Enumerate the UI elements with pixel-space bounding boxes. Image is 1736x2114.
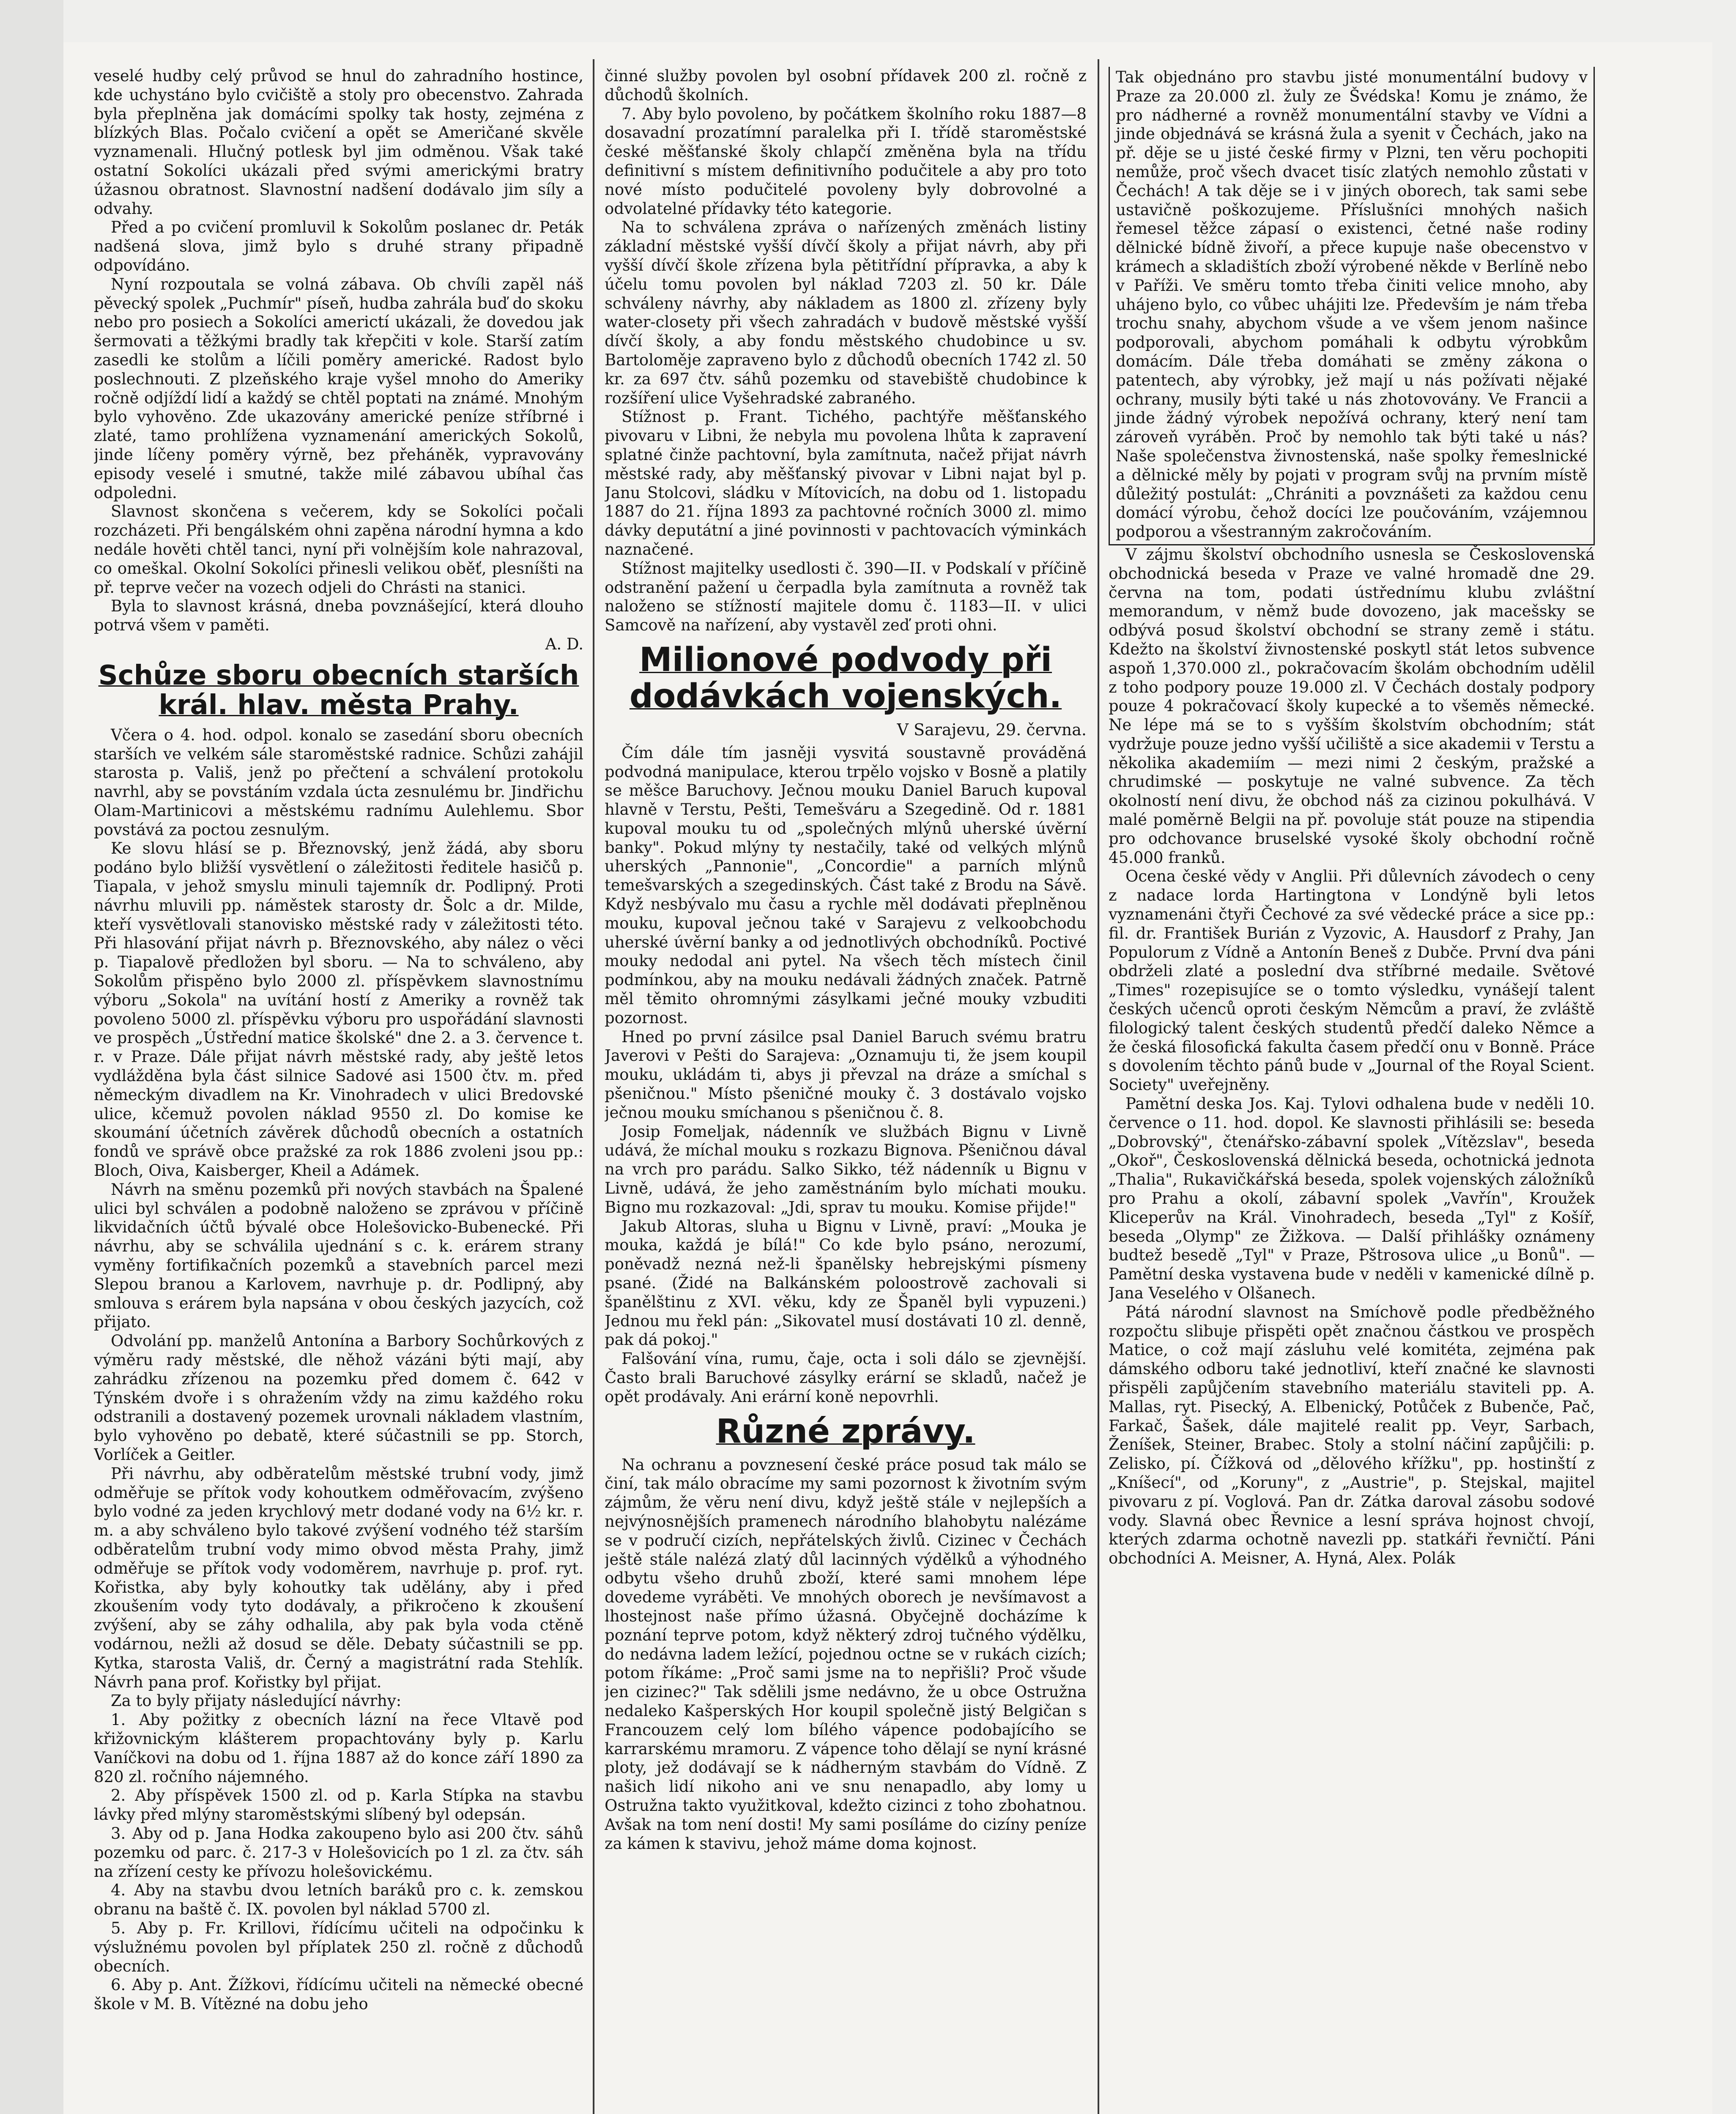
article-paragraph: Jakub Altoras, sluha u Bignu v Livně, praví: „Mouka je mouka, každá je bílá!" Co kde bylo psáno, nerozumí, poněvadž nezná než-li španělsky hebrejskými písmeny psané. (Židé na Balkánském poloostrově zachovali si španělštinu z XVI. věku, kdy ze Španěl byli vypuzeni.) Jednou mu řekl pán: „Sikovatel musí dostávati 10 zl. denně, pak dá pokoj." — [605, 1217, 1087, 1349]
list-item: 5. Aby p. Fr. Krillovi, řídícímu učiteli na odpočinku k výslužnému povolen byl příplatek 250 zl. ročně z důchodů obecních. — [94, 1919, 583, 1975]
news-item: Pamětní deska Jos. Kaj. Tylovi odhalena bude v neděli 10. července o 11. hod. dopol. Ke slavnosti přihlásili se: beseda „Dobrovský", čtenářsko-zábavní spolek „Vítězslav", beseda „Okoř", Československá dělnická beseda, ochotnická jednota „Thalia", Rukavičkářská beseda, spolek vojenských záložníků pro Prahu a okolí, zábavní spolek „Vavřín", Kroužek Kliceperův na Král. Vinohradech, beseda „Tyl" z Košíř, beseda „Olymp" ze Žižkova. — Další přihlášky oznámeny budtež besedě „Tyl" v Praze, Pštrosova ulice „u Bonů". — Pamětní deska vystavena bude v neděli v kamenické dílně p. Jana Veselého v Olšanech. — [1109, 1095, 1595, 1302]
article-paragraph: Nyní rozpoutala se volná zábava. Ob chvíli zapěl náš pěvecký spolek „Puchmír" píseň, hudba zahrála buď do skoku nebo pro posiech a Sokolíci americtí ukázali, že dovedou jak šermovati a těžkými bradly tak křepčiti v kole. Starší zatím zasedli ke stolům a líčili poměry americké. Radost bylo poslechnouti. Z plzeňského kraje vyšel mnoho do Ameriky ročně odjíždí lidí a každý se chtěl poptati na známé. Mnohým bylo vyhověno. Zde ukazovány americké peníze stříbrné i zlaté, tamo prohlížena vyznamenání amerických Sokolů, jinde líčeny poměry výrně, bez přeháněk, vypravovány episody veselé i smutné, takže milé zábavou ubíhal čas odpoledni. — [94, 275, 583, 502]
author-signature: A. D. — [545, 635, 583, 653]
list-item: 6. Aby p. Ant. Žížkovi, řídícímu učiteli na německé obecné škole v M. B. Vítězné na dobu jeho — [94, 1976, 583, 2013]
newspaper-page — [63, 42, 1712, 2114]
column-rule — [1098, 59, 1099, 2114]
column-2 — [605, 67, 1087, 2114]
column-3 — [1109, 67, 1595, 2114]
headline-military-fraud: Milionové podvody při dodávkách vojenských. — [629, 641, 1062, 715]
headline-misc-news: Různé zprávy. — [716, 1412, 975, 1451]
article-paragraph: Tak objednáno pro stavbu jisté monumentální budovy v Praze za 20.000 zl. žuly ze Švédska! Komu je známo, že pro nádherné a rovněž monumentální stavby ve Vídni a jinde objednává se krásná žula a syenit v Čechách, jako na př. děje se u jisté české firmy v Plzni, ten věru pochopiti nemůže, proč všech dvacet tisíc zlatých nemohlo zůstati v Čechách! A tak děje se i v jiných oborech, tak sami sebe ustavičně poškozujeme. Příslušníci mnohých našich řemesel těžce zápasí o existenci, četné naše rodiny dělnické bídně živoří, a přece kupuje naše obecenstvo v krámech a skladištích zboží výrobené někde v Berlíně nebo v Paříži. Ve směru tomto třeba činiti velice mnoho, aby uhájeno bylo, co vůbec uhájiti lze. Především je nám třeba trochu snahy, abychom všude a ve všem jenom našince podporovali, abychom pomáhali k odbytu výrobkům domácím. Dále třeba domáhati se změny zákona o patentech, aby výrobky, jež mají u nás požívati nějaké ochrany, musily býti také u nás zhotovovány. Ve Francii a jinde žádný výrobek nepožívá ochrany, který není tam zároveň vyráběn. Proč by nemohlo tak býti také u nás? Naše společenstva živnostenská, naše spolky řemeslnické a dělnické měly by pojati v program svůj na prvním místě důležitý postulát: „Chrániti a povznášeti za každou cenu domácí výrobu, čehož docíci lze poučováním, vzájemnou podporou a všestranným zakročováním. — [1116, 68, 1588, 541]
article-paragraph: Za to byly přijaty následující návrhy: — [111, 1692, 402, 1710]
article-paragraph: Při návrhu, aby odběratelům městské trubní vody, jimž odměřuje se přítok vody kohoutkem odměřovacím, zvýšeno bylo vodné za jeden krychlový metr dodané vody na 6½ kr. r. m. a aby schváleno bylo takové zvýšení vodného též starším odběratelům trubní vody mimo obvod města Prahy, jimž odměřuje se přítok vody vodoměrem, navrhuje p. prof. ryt. Kořistka, aby byly kohoutky tak udělány, aby i před zkoušením vody tyto dodávaly, a přikročeno k zkoušení zvýšení, aby se záhy odhalila, aby pak byla voda ctěně vodárnou, nežli až dosud se děle. Debaty súčastnili se pp. Kytka, starosta Vališ, dr. Černý a magistrátní rada Stehlík. Návrh pana prof. Kořistky byl přijat. — [94, 1464, 583, 1691]
article-paragraph: činné služby povolen byl osobní přídavek 200 zl. ročně z důchodů školních. — [605, 67, 1087, 104]
article-paragraph: Falšování vína, rumu, čaje, octa i soli dálo se zjevnější. Často brali Baruchové zásylky erární se skladů, načež je opět prodávaly. Ani erární koně nepovrhli. — [605, 1350, 1087, 1406]
column-rule — [593, 59, 594, 2114]
news-item: V zájmu školství obchodního usnesla se Československá obchodnická beseda v Praze ve valné hromadě dne 29. června na tom, podati ústřednímu klubu zvláštní memorandum, v němž bude dovozeno, jak macešsky se odbývá posud školství obchodní se strany země i státu. Kdežto na školství živnostenské poskytl stát letos subvence aspoň 1,370.000 zl., pokračovacím školám obchodním udělil z toho podpory pouze 19.000 zl. V Čechách dostaly podpory pouze 4 pokračovací školy kupecké a to všeměs německé. Ne lépe má se to s vyšším školstvím obchodním; stát vydržuje pouze jedno vyšší učiliště a sice akademii v Terstu a několika akademiím — mezi nimi 2 českým, pražské a chrudimské — poskytuje ne valné subvence. Za těch okolností není divu, že obchod náš za cizinou pokulhává. V malé poměrně Belgii na př. povoluje stát pouze na stipendia pro odchovance bruselské vysoké školy obchodní ročně 45.000 franků. — [1109, 545, 1595, 867]
list-item: 3. Aby od p. Jana Hodka zakoupeno bylo asi 200 čtv. sáhů pozemku od parc. č. 217-3 v Holešovicích po 1 zl. za čtv. sáh na zřízení cesty ke přívozu holešovickému. — [94, 1824, 583, 1881]
scan-margin — [0, 0, 63, 2114]
column-1 — [94, 67, 583, 2114]
article-paragraph: Byla to slavnost krásná, dneba povznášející, která dlouho potrvá všem v paměti. — [94, 597, 583, 635]
headline-city-council: Schůze sboru obecních starších král. hlav. města Prahy. — [98, 660, 579, 721]
article-paragraph: Josip Fomeljak, nádenník ve službách Bignu v Livně udává, že míchal mouku s rozkazu Bignova. Pšeničnou dával na vrch pro parádu. Salko Sikko, též nádenník u Bignu v Livně, udává, že jeho zaměstnáním bylo míchati mouku. Bigno mu rozkazoval: „Jdi, sprav tu mouku. Komise přijde!" — [605, 1122, 1087, 1216]
article-paragraph: Stížnost majitelky usedlosti č. 390—II. v Podskalí v příčině odstranění pažení u čerpadla byla zamítnuta a rovněž tak naloženo se stížností majitele domu č. 1183—II. v ulici Samcově na nařízení, aby vystavěl zeď proti ohni. — [605, 559, 1087, 635]
dateline: V Sarajevu, 29. června. — [897, 720, 1087, 739]
list-item: 4. Aby na stavbu dvou letních baráků pro c. k. zemskou obranu na baště č. IX. povolen byl náklad 5700 zl. — [94, 1881, 583, 1919]
article-paragraph: Stížnost p. Frant. Tichého, pachtýře měšťanského pivovaru v Libni, že nebyla mu povolena lhůta k zapravení splatné činže pachtovní, byla zamítnuta, načež přijat návrh městské rady, aby měšťanský pivovar v Libni najat byl p. Janu Stolcovi, sládku v Mítovicích, na dobu od 1. listopadu 1887 do 21. října 1893 za pachtovné ročních 3000 zl. mimo dávky deputátní a jiné povinnosti v pachtovacích výminkách naznačené. — [605, 408, 1087, 559]
article-paragraph: Před a po cvičení promluvil k Sokolům poslanec dr. Peták nadšená slova, jimž bylo s druhé strany připadně odpovídáno. — [94, 218, 583, 274]
news-item: Ocena české vědy v Anglii. Při důlevních závodech o ceny z nadace lorda Hartingtona v Londýně byli letos vyznamenáni čtyři Čechové za své vědecké práce a sice pp.: fil. dr. František Burián z Vyzovic, A. Hausdorf z Prahy, Jan Populorum z Vídně a Antonín Beneš z Dubče. První dva páni obdrželi zlaté a poslední dva stříbrné medaile. Světové „Times" rozepisujíce se o tomto výsledku, vynášejí talent českých učenců oproti českým Němcům a praví, že zvláště filologický talent českých studentů předčí daleko Němce a že česká filosofická fakulta časem předčí onu v Bonně. Práce s dovolením těchto pánů bude v „Journal of the Royal Scient. Society" uveřejněny. — [1109, 867, 1595, 1094]
article-paragraph: Slavnost skončena s večerem, kdy se Sokolíci počali rozcházeti. Při bengálském ohni zapěna národní hymna a kdo nedále hověti chtěl tanci, nyní při volnějším kole nahrazoval, co omeškal. Okolní Sokolíci přinesli velikou oběť, plesníšti na př. teprve večer na vozech odjeli do Chrásti na stanici. — [94, 502, 583, 597]
list-item: 7. Aby bylo povoleno, by počátkem školního roku 1887—8 dosavadní prozatímní paralelka při I. třídě staroměstské české měšťanské školy chlapčí změněna byla na třídu definitivní s místem definitivního podučitele a aby pro toto nové místo podučitelé povoleny byly dobrovolné a odvolatelné přídavky této kategorie. — [605, 104, 1087, 218]
article-paragraph: Odvolání pp. manželů Antonína a Barbory Sochůrkových z výměru rady městské, dle něhož vázáni býti mají, aby zahrádku zřízenou na pozemku před domem č. 642 v Týnském dvoře i s ohražením vždy na zimu každého roku odstranili a dostavený pozemek urovnali nákladem vlastním, bylo vyhověno po debatě, které súčastnili se pp. Storch, Vorlíček a Geitler. — [94, 1332, 583, 1464]
article-paragraph: Čím dále tím jasněji vysvitá soustavně prováděná podvodná manipulace, kterou trpělo vojsko v Bosně a platily se měšce Baruchovy. Ječnou mouku Daniel Baruch kupoval hlavně v Terstu, Pešti, Temešváru a Szegedině. Od r. 1881 kupoval mouku tu od „společných mlýnů uherské úvěrní banky". Pokud mlýny ty nestačily, také od velkých mlýnů uherských „Pannonie", „Concordie" a parních mlýnů temešvarských a szegedinských. Část také z Brodu na Sávě. Když nesbývalo mu času a rychle měl dodávati přeplněnou mouku, kupoval ječnou také v Sarajevu z velkoobchodu uherské úvěrní banky a od jednotlivých obchodníků. Poctivé mouky nedodal ani pytel. Na všech těch místech činil podmínkou, aby na mouku nedávali žádných značek. Patrně měl těmito ohromnými zásylkami ječné mouky vzbuditi pozornost. — [605, 743, 1087, 1027]
article-paragraph: Ke slovu hlásí se p. Březnovský, jenž žádá, aby sboru podáno bylo bližší vysvětlení o záležitosti ředitele hasičů p. Tiapala, v jehož smyslu minuli tajemník dr. Podlipný. Proti návrhu mluvili pp. náměstek starosty dr. Šolc a dr. Milde, kteří vysvětlovali stanovisko městské rady v záležitosti této. Při hlasování přijat návrh p. Březnovského, aby nález o věci p. Tiapalově předložen byl sboru. — Na to schváleno, aby Sokolům přispěno bylo 2000 zl. příspěvkem slavnostnímu výboru „Sokola" na uvítání hostí z Ameriky a rovněž tak povoleno 5000 zl. příspěvku výboru pro uspořádání slavnosti ve prospěch „Ústřední matice školské" dne 2. a 3. července t. r. v Praze. Dále přijat návrh městské rady, aby ještě letos vydlážděna byla část silnice Sadové asi 1500 čtv. m. před německým divadlem na Kr. Vinohradech v ulici Bredovské ulice, kčemuž povolen náklad 9550 zl. Do komise ke skoumání účetních závěrek důchodů obecních a ostatních fondů ve správě obce pražské za rok 1886 zvoleni jsou pp.: Bloch, Oiva, Kaisberger, Kheil a Adámek. — [94, 839, 583, 1180]
article-paragraph: Na to schválena zpráva o nařízených změnách listiny základní městské vyšší dívčí školy a přijat návrh, aby při vyšší dívčí škole zřízena byla pětitřídní přípravka, a aby k účelu tomu povolen byl náklad 7203 zl. 50 kr. Dále schváleny návrhy, aby nákladem as 1800 zl. zřízeny byly water-closety při všech zahradách v budově městské vyšší dívčí školy, a aby fondu městského chudobince u sv. Bartoloměje zapraveno bylo z důchodů obecních 1742 zl. 50 kr. za 697 čtv. sáhů pozemku od stavebiště chudobince k rozšíření ulice Vyšehradské zabraného. — [605, 218, 1087, 407]
article-paragraph: Včera o 4. hod. odpol. konalo se zasedání sboru obecních starších ve velkém sále staroměstské radnice. Schůzi zahájil starosta p. Vališ, jenž po přečtení a schválení protokolu navrhl, aby se povstáním vzdala úcta zesnulému br. Jindřichu Olam-Martinicovi a městskému radnímu Aulehlemu. Sbor povstává za poctou zesnulým. — [94, 726, 583, 839]
news-item: Pátá národní slavnost na Smíchově podle předběžného rozpočtu slibuje přispěti opět značnou částkou ve prospěch Matice, o což mají zásluhu velé komitéta, zejména pak dámského odboru také jednotliví, kteří značné ke slavnosti přispěli zapůjčením stavebního materiálu staviteli pp. A. Mallas, ryt. Pisecký, A. Elbenický, Potůček z Bubenče, Pač, Farkač, Šašek, dále majitelé realit pp. Veyr, Sarbach, Ženíšek, Steiner, Brabec. Stoly a stolní náčiní zapůjčili: p. Zelisko, pí. Čížková od „dělového křížku", pp. hostinští z „Kníšecí", od „Koruny", z „Austrie", p. Stejskal, majitel pivovaru z pí. Voglová. Pan dr. Zátka daroval zásobu sodové vody. Slavná obec Řevnice a lesní správa hojnost chvojí, kterých zdarma ochotně navezli pp. statkáři řevničtí. Páni obchodníci A. Meisner, A. Hyná, Alex. Polák — [1109, 1303, 1595, 1568]
boxed-paragraph — [1109, 67, 1595, 545]
article-paragraph: Na ochranu a povznesení české práce posud tak málo se činí, tak málo obracíme my sami pozornost k životním svým zájmům, že věru není divu, když ještě stále v nejlepších a nejvýnosnějších pramenech národního blahobytu nalézáme se v područí cizích, nepřátelských živlů. Cizinec v Čechách ještě stále nalézá zlatý důl lacinných výdělků a výhodného odbytu všeho druhů zboží, které sami mnohem lépe dovedeme vyráběti. Ve mnohých oborech je nevšímavost a lhostejnost naše přímo úžasná. Obyčejně docházíme k poznání teprve potom, když některý zdroj tučného výdělku, do nedávna ladem ležící, pojednou octne se v rukách cizích; potom říkáme: „Proč sami jsme na to nepřišli? Proč všude jen cizinec?" Tak sdělili jsme nedávno, že u obce Ostružna nedaleko Kašperských Hor koupil společně jistý Belgičan s Francouzem celý lom bílého vápence podobajícího se karrarskému mramoru. Z vápence toho dělají se nyní krásné ploty, jež dodávají se k nádherným stavbám do Vídně. Z našich lidí nikoho ani ve snu nenapadlo, aby lomy u Ostružna takto využitkoval, kdežto cizinci z toho zbohatnou. Avšak na tom není dosti! My sami posíláme do cizíny peníze za kámen k stavivu, jehož máme doma kojnost. — [605, 1455, 1087, 1853]
list-item: 1. Aby požitky z obecních lázní na řece Vltavě pod křižovnickým klášterem propachtovány byly p. Karlu Vaníčkovi na dobu od 1. října 1887 až do konce září 1890 za 820 zl. ročního nájemného. — [94, 1711, 583, 1786]
article-paragraph: Návrh na směnu pozemků při nových stavbách na Špalené ulici byl schválen a podobně naloženo se zprávou v příčině likvidačních účtů bývalé obce Holešovicko-Bubenecké. Při návrhu, aby se schválila ujednání s c. k. erárem strany vyměny fortifikačních pozemků a stavebních parcel mezi Slepou branou a Karlovem, navrhuje p. dr. Podlipný, aby smlouva s erárem byla napsána v obou českých jazycích, což přijato. — [94, 1180, 583, 1331]
article-paragraph: veselé hudby celý průvod se hnul do zahradního hostince, kde uchystáno bylo cvičiště a stoly pro obecenstvo. Zahrada byla přeplněna jak domácími spolky tak hosty, zejména z blízkých Blas. Počalo cvičení a opět se Američané skvěle vyznamenali. Hlučný potlesk byl jim odměnou. Však také ostatní Sokolíci ukázali před svými americkými bratry úžasnou obratnost. Slavnostní nadšení dodávalo jim síly a odvahy. — [94, 67, 583, 218]
article-paragraph: Hned po první zásilce psal Daniel Baruch svému bratru Javerovi v Pešti do Sarajeva: „Oznamuju ti, že jsem koupil mouku, ukládám ti, abys ji převzal na dráze a smíchal s pšeničnou." Místo pšeničné mouky č. 3 dostávalo vojsko ječnou mouku smíchanou s pšeničnou č. 8. — [605, 1027, 1087, 1122]
list-item: 2. Aby příspěvek 1500 zl. od p. Karla Stípka na stavbu lávky před mlýny staroměstskými slíbený byl odepsán. — [94, 1786, 583, 1824]
